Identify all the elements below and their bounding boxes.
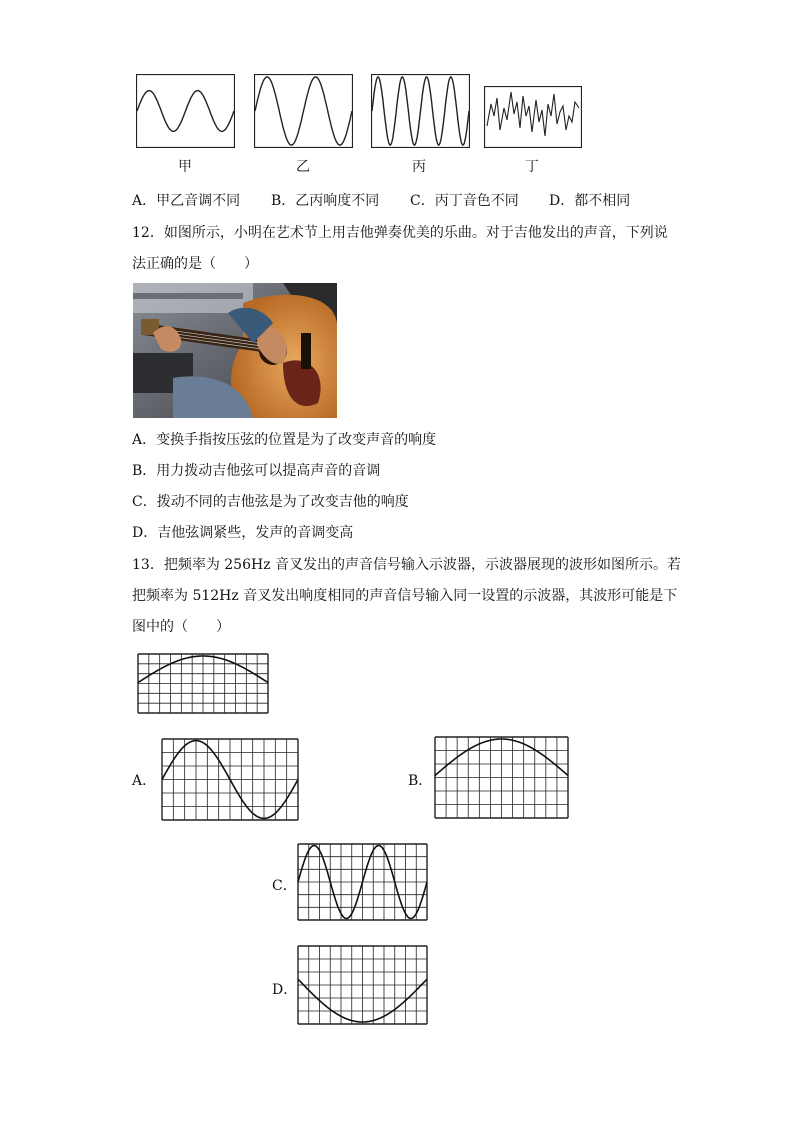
- scope-option-b[interactable]: [433, 735, 570, 820]
- q11-option-a[interactable]: A．甲乙音调不同: [132, 193, 241, 209]
- q11-option-d[interactable]: D．都不相同: [549, 193, 631, 209]
- q12-stem-line1: 12．如图所示，小明在艺术节上用吉他弹奏优美的乐曲。对于吉他发出的声音，下列说: [132, 225, 668, 241]
- scope-option-d[interactable]: [296, 944, 429, 1026]
- q13-option-d-label[interactable]: D．: [272, 982, 298, 998]
- wave-ding: [484, 86, 582, 148]
- q12-option-a[interactable]: A．变换手指按压弦的位置是为了改变声音的响度: [132, 432, 437, 448]
- q13-stem-line1: 13．把频率为 256Hz 音叉发出的声音信号输入示波器，示波器展现的波形如图所示。若: [132, 557, 682, 573]
- q13-option-b-label[interactable]: B．: [408, 773, 433, 789]
- wave-label-bing: 丙: [412, 159, 426, 175]
- wave-label-jia: 甲: [178, 159, 192, 175]
- wave-jia: [136, 74, 235, 148]
- q13-option-a-label[interactable]: A．: [132, 773, 157, 789]
- q12-stem-line2: 法正确的是（ ）: [132, 256, 258, 272]
- q12-option-b[interactable]: B．用力拨动吉他弦可以提高声音的音调: [132, 463, 381, 479]
- wave-yi: [254, 74, 353, 148]
- scope-option-a[interactable]: [160, 737, 300, 822]
- wave-label-yi: 乙: [296, 159, 310, 175]
- wave-bing: [371, 74, 470, 148]
- q12-option-d[interactable]: D．吉他弦调紧些，发声的音调变高: [132, 525, 354, 541]
- wave-label-ding: 丁: [525, 159, 539, 175]
- q13-stem-line2: 把频率为 512Hz 音叉发出响度相同的声音信号输入同一设置的示波器，其波形可能是下: [132, 588, 678, 604]
- q13-option-c-label[interactable]: C．: [272, 878, 297, 894]
- q11-option-b[interactable]: B．乙丙响度不同: [271, 193, 380, 209]
- scope-reference: [136, 652, 270, 715]
- q11-option-c[interactable]: C．丙丁音色不同: [410, 193, 519, 209]
- q12-option-c[interactable]: C．拨动不同的吉他弦是为了改变吉他的响度: [132, 494, 409, 510]
- scope-option-c[interactable]: [296, 842, 429, 922]
- q13-stem-line3: 图中的（ ）: [132, 619, 230, 635]
- guitar-photo: [133, 283, 337, 418]
